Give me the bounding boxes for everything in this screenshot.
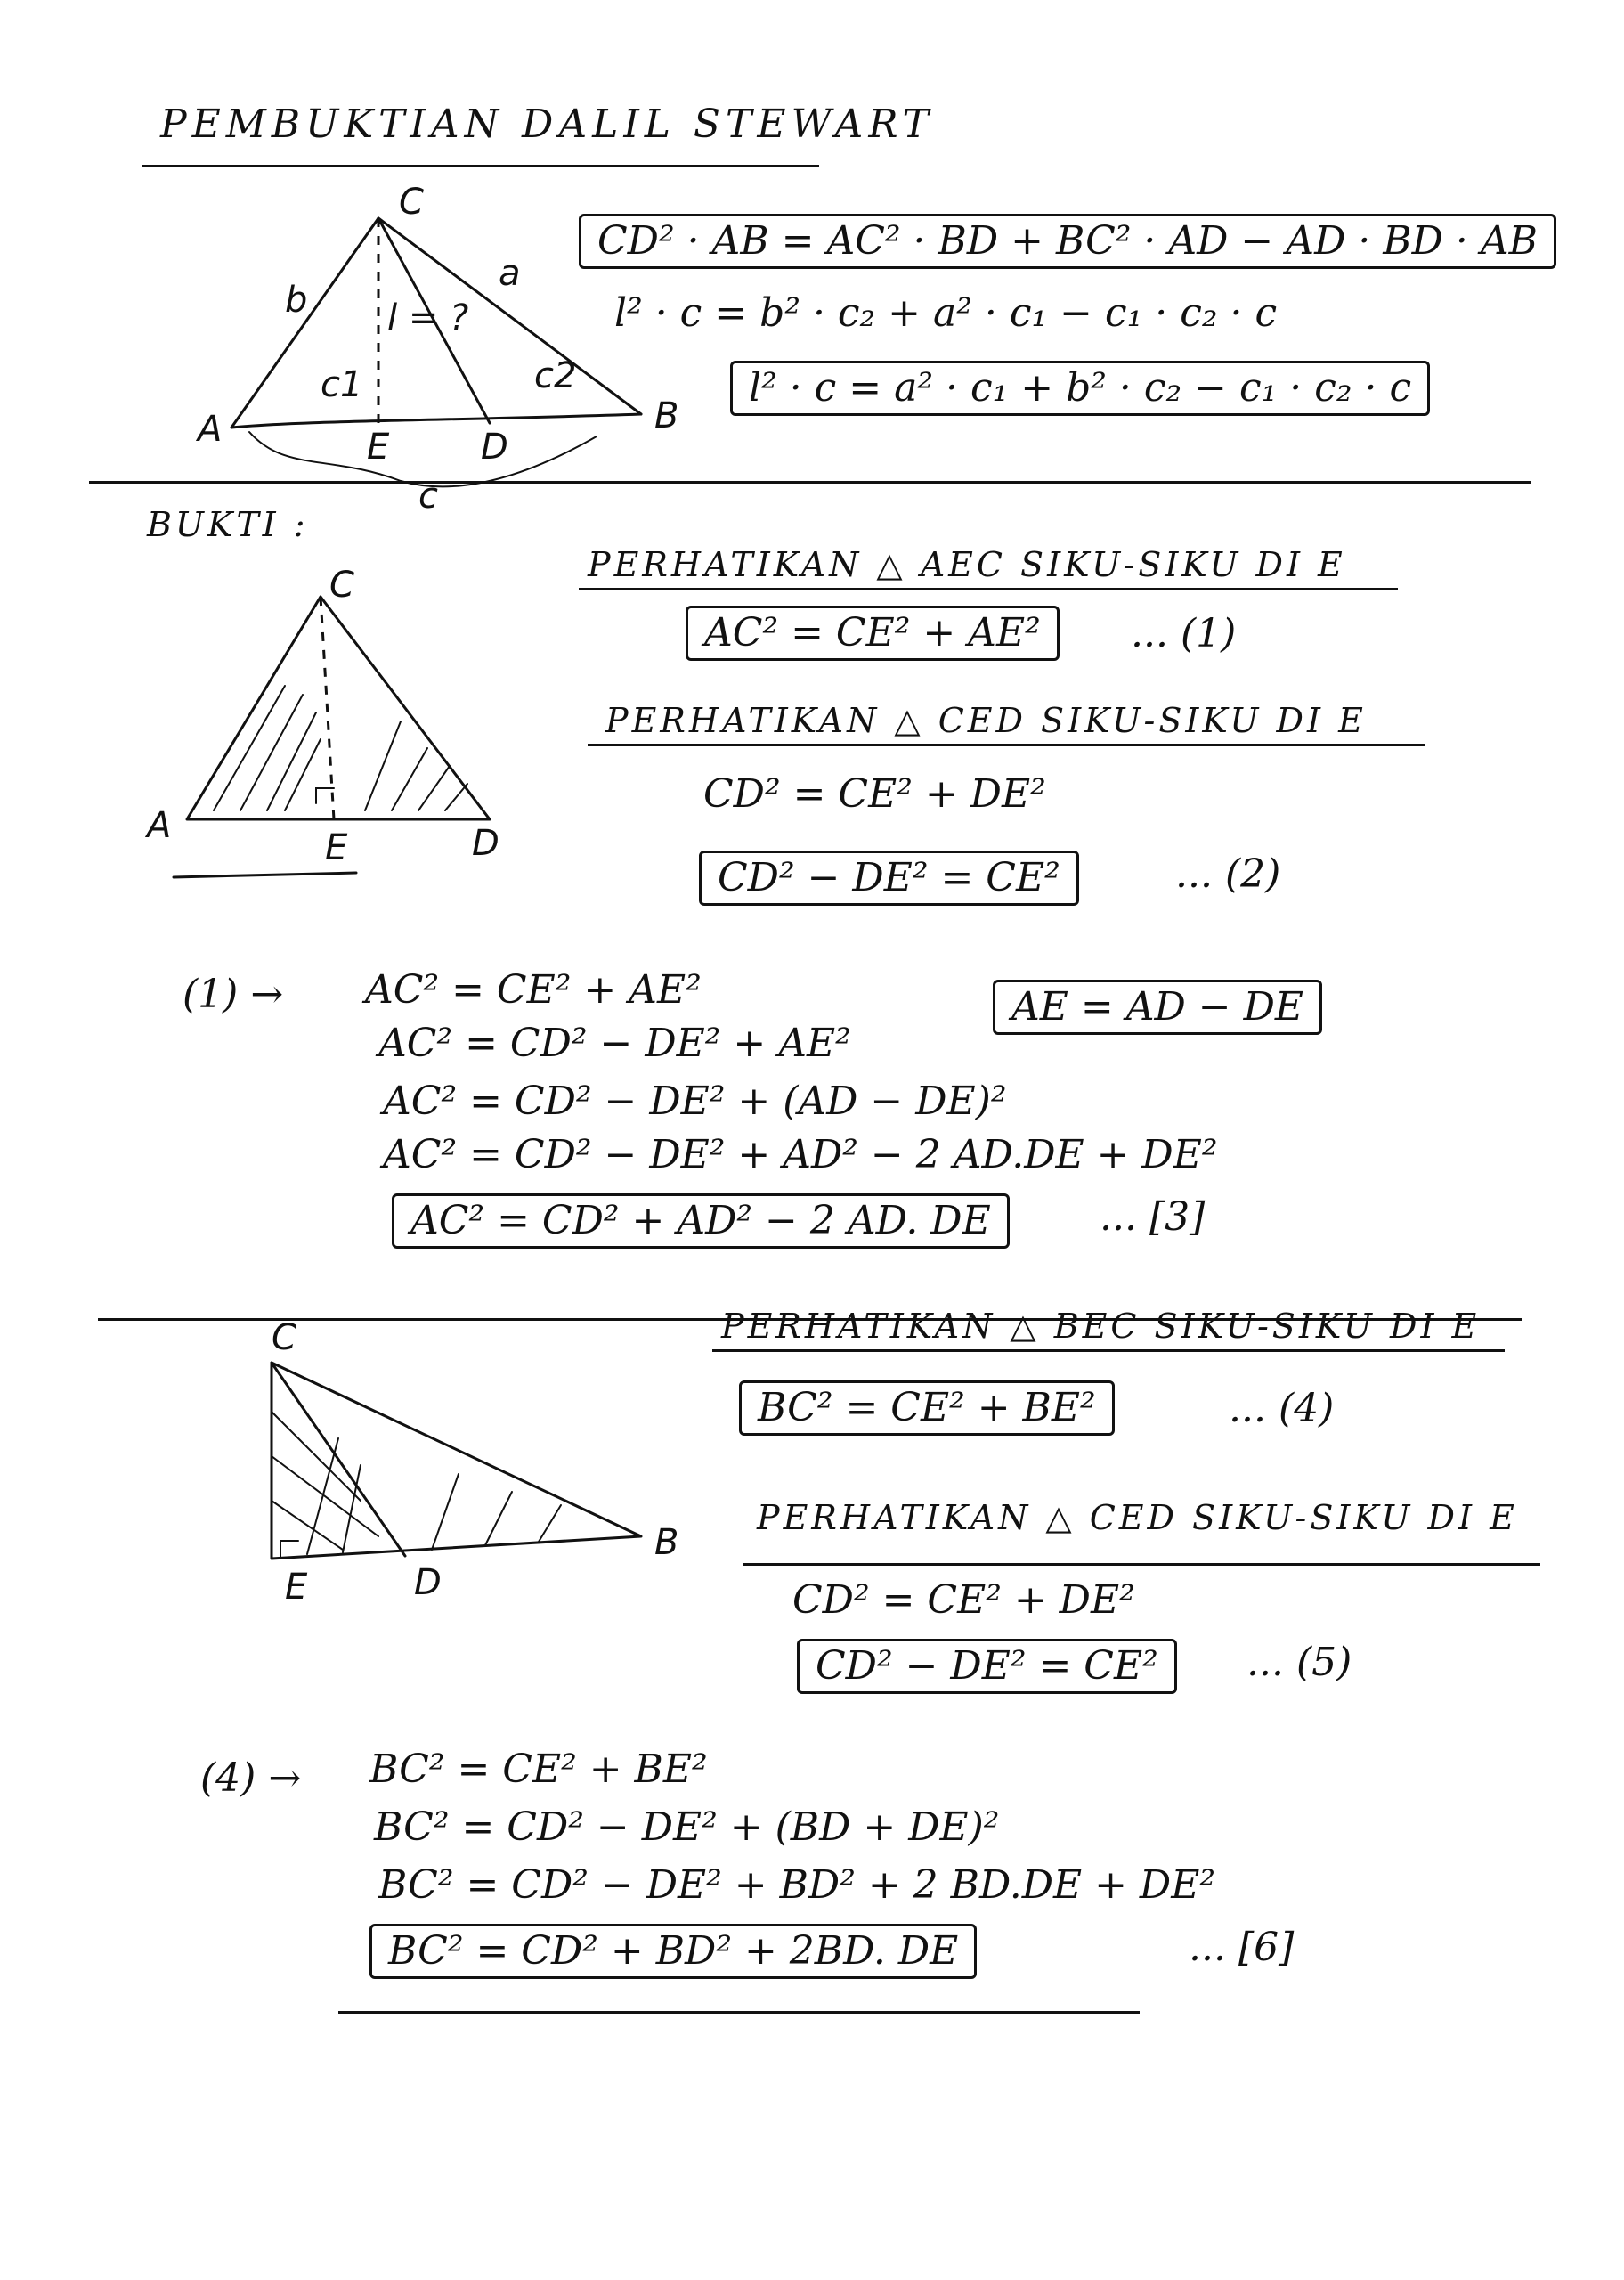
proof-label: BUKTI :: [147, 505, 309, 544]
part2-ref-5: ... (5): [1246, 1640, 1352, 1685]
point-e-label-3: E: [285, 1567, 308, 1608]
statement-line-2: l² · c = b² · c₂ + a² · c₁ − c₁ · c₂ · c: [614, 290, 1278, 336]
derivation2-line-2: BC² = CD² − DE² + (BD + DE)²: [374, 1804, 1000, 1850]
point-e-label-2: E: [325, 827, 348, 868]
point-e-label: E: [367, 427, 390, 468]
point-c-label: C: [399, 182, 424, 223]
point-b-label-3: B: [654, 1522, 679, 1563]
derivation2-line-4: BC² = CD² + BD² + 2BD. DE: [369, 1924, 977, 1979]
point-d-label-3: D: [414, 1562, 442, 1603]
length-l-label: l = ?: [387, 297, 469, 338]
part2-heading-2: PERHATIKAN △ CED SIKU-SIKU DI E: [757, 1498, 1518, 1537]
derivation2-ref-6: ... [6]: [1189, 1925, 1295, 1970]
figure-triangle-bec: [254, 1317, 699, 1625]
segment-c2-label: c2: [534, 355, 577, 396]
base-ab: [231, 414, 641, 428]
point-c-label-2: C: [329, 565, 354, 606]
section-divider-1: [89, 481, 1531, 484]
side-c-label: c: [418, 476, 438, 517]
derivation1-line-4: AC² = CD² − DE² + AD² − 2 AD.DE + DE²: [383, 1132, 1218, 1177]
point-a-label-2: A: [147, 805, 172, 846]
bottom-underline: [338, 2011, 1140, 2014]
point-a-label: A: [198, 409, 223, 450]
derivation1-line-2: AC² = CD² − DE² + AE²: [378, 1021, 851, 1066]
derivation1-line-5: AC² = CD² + AD² − 2 AD. DE: [392, 1193, 1010, 1249]
derivation2-arrow: (4) →: [200, 1755, 302, 1801]
derivation1-arrow: (1) →: [183, 972, 284, 1017]
point-b-label: B: [654, 395, 679, 436]
derivation1-line-1: AC² = CE² + AE²: [365, 967, 702, 1013]
hatching-2: [272, 1412, 561, 1554]
part2-eq-5b: CD² − DE² = CE²: [797, 1639, 1177, 1694]
segment-cd: [272, 1363, 405, 1556]
page-title: PEMBUKTIAN DALIL STEWART: [160, 102, 935, 147]
point-c-label-3: C: [272, 1317, 296, 1358]
hatching: [214, 686, 467, 810]
side-a-label: a: [499, 253, 521, 294]
part2-eq-5a: CD² = CE² + DE²: [792, 1577, 1135, 1623]
statement-line-1: CD² · AB = AC² · BD + BC² · AD − AD · BD · AB: [579, 214, 1556, 269]
derivation1-line-3: AC² = CD² − DE² + (AD − DE)²: [383, 1079, 1007, 1124]
part1-heading-2: PERHATIKAN △ CED SIKU-SIKU DI E: [605, 701, 1367, 740]
title-underline: [142, 165, 819, 167]
part2-eq-4: BC² = CE² + BE²: [739, 1380, 1115, 1436]
part1-heading-2-underline: [588, 744, 1425, 746]
derivation1-side-box: AE = AD − DE: [993, 980, 1322, 1035]
point-d-label-2: D: [472, 823, 499, 864]
derivation2-line-3: BC² = CD² − DE² + BD² + 2 BD.DE + DE²: [378, 1862, 1215, 1908]
part2-ref-4: ... (4): [1229, 1386, 1335, 1431]
figure-triangle-aec: [142, 565, 534, 900]
derivation1-ref-3: ... [3]: [1100, 1194, 1206, 1240]
part1-eq-2b: CD² − DE² = CE²: [699, 851, 1079, 906]
part1-heading-1: PERHATIKAN △ AEC SIKU-SIKU DI E: [588, 545, 1346, 584]
part1-eq-1: AC² = CE² + AE²: [686, 606, 1060, 661]
part2-heading-2-underline: [743, 1563, 1540, 1566]
part1-ref-1: ... (1): [1131, 611, 1237, 656]
point-d-label: D: [481, 427, 508, 468]
triangle-ceb: [272, 1363, 641, 1559]
part1-heading-1-underline: [579, 588, 1398, 590]
part2-heading-1: PERHATIKAN △ BEC SIKU-SIKU DI E: [721, 1307, 1481, 1346]
part1-eq-2a: CD² = CE² + DE²: [703, 771, 1046, 817]
side-b-label: b: [285, 280, 308, 321]
part1-ref-2: ... (2): [1175, 851, 1281, 897]
segment-c1-label: c1: [321, 364, 363, 405]
statement-line-3: l² · c = a² · c₁ + b² · c₂ − c₁ · c₂ · c: [730, 361, 1430, 416]
altitude-ce-2: [321, 597, 334, 819]
derivation2-line-1: BC² = CE² + BE²: [369, 1747, 708, 1792]
triangle-acd: [187, 597, 490, 819]
measure-line: [174, 873, 356, 877]
part2-heading-1-underline: [712, 1349, 1505, 1352]
